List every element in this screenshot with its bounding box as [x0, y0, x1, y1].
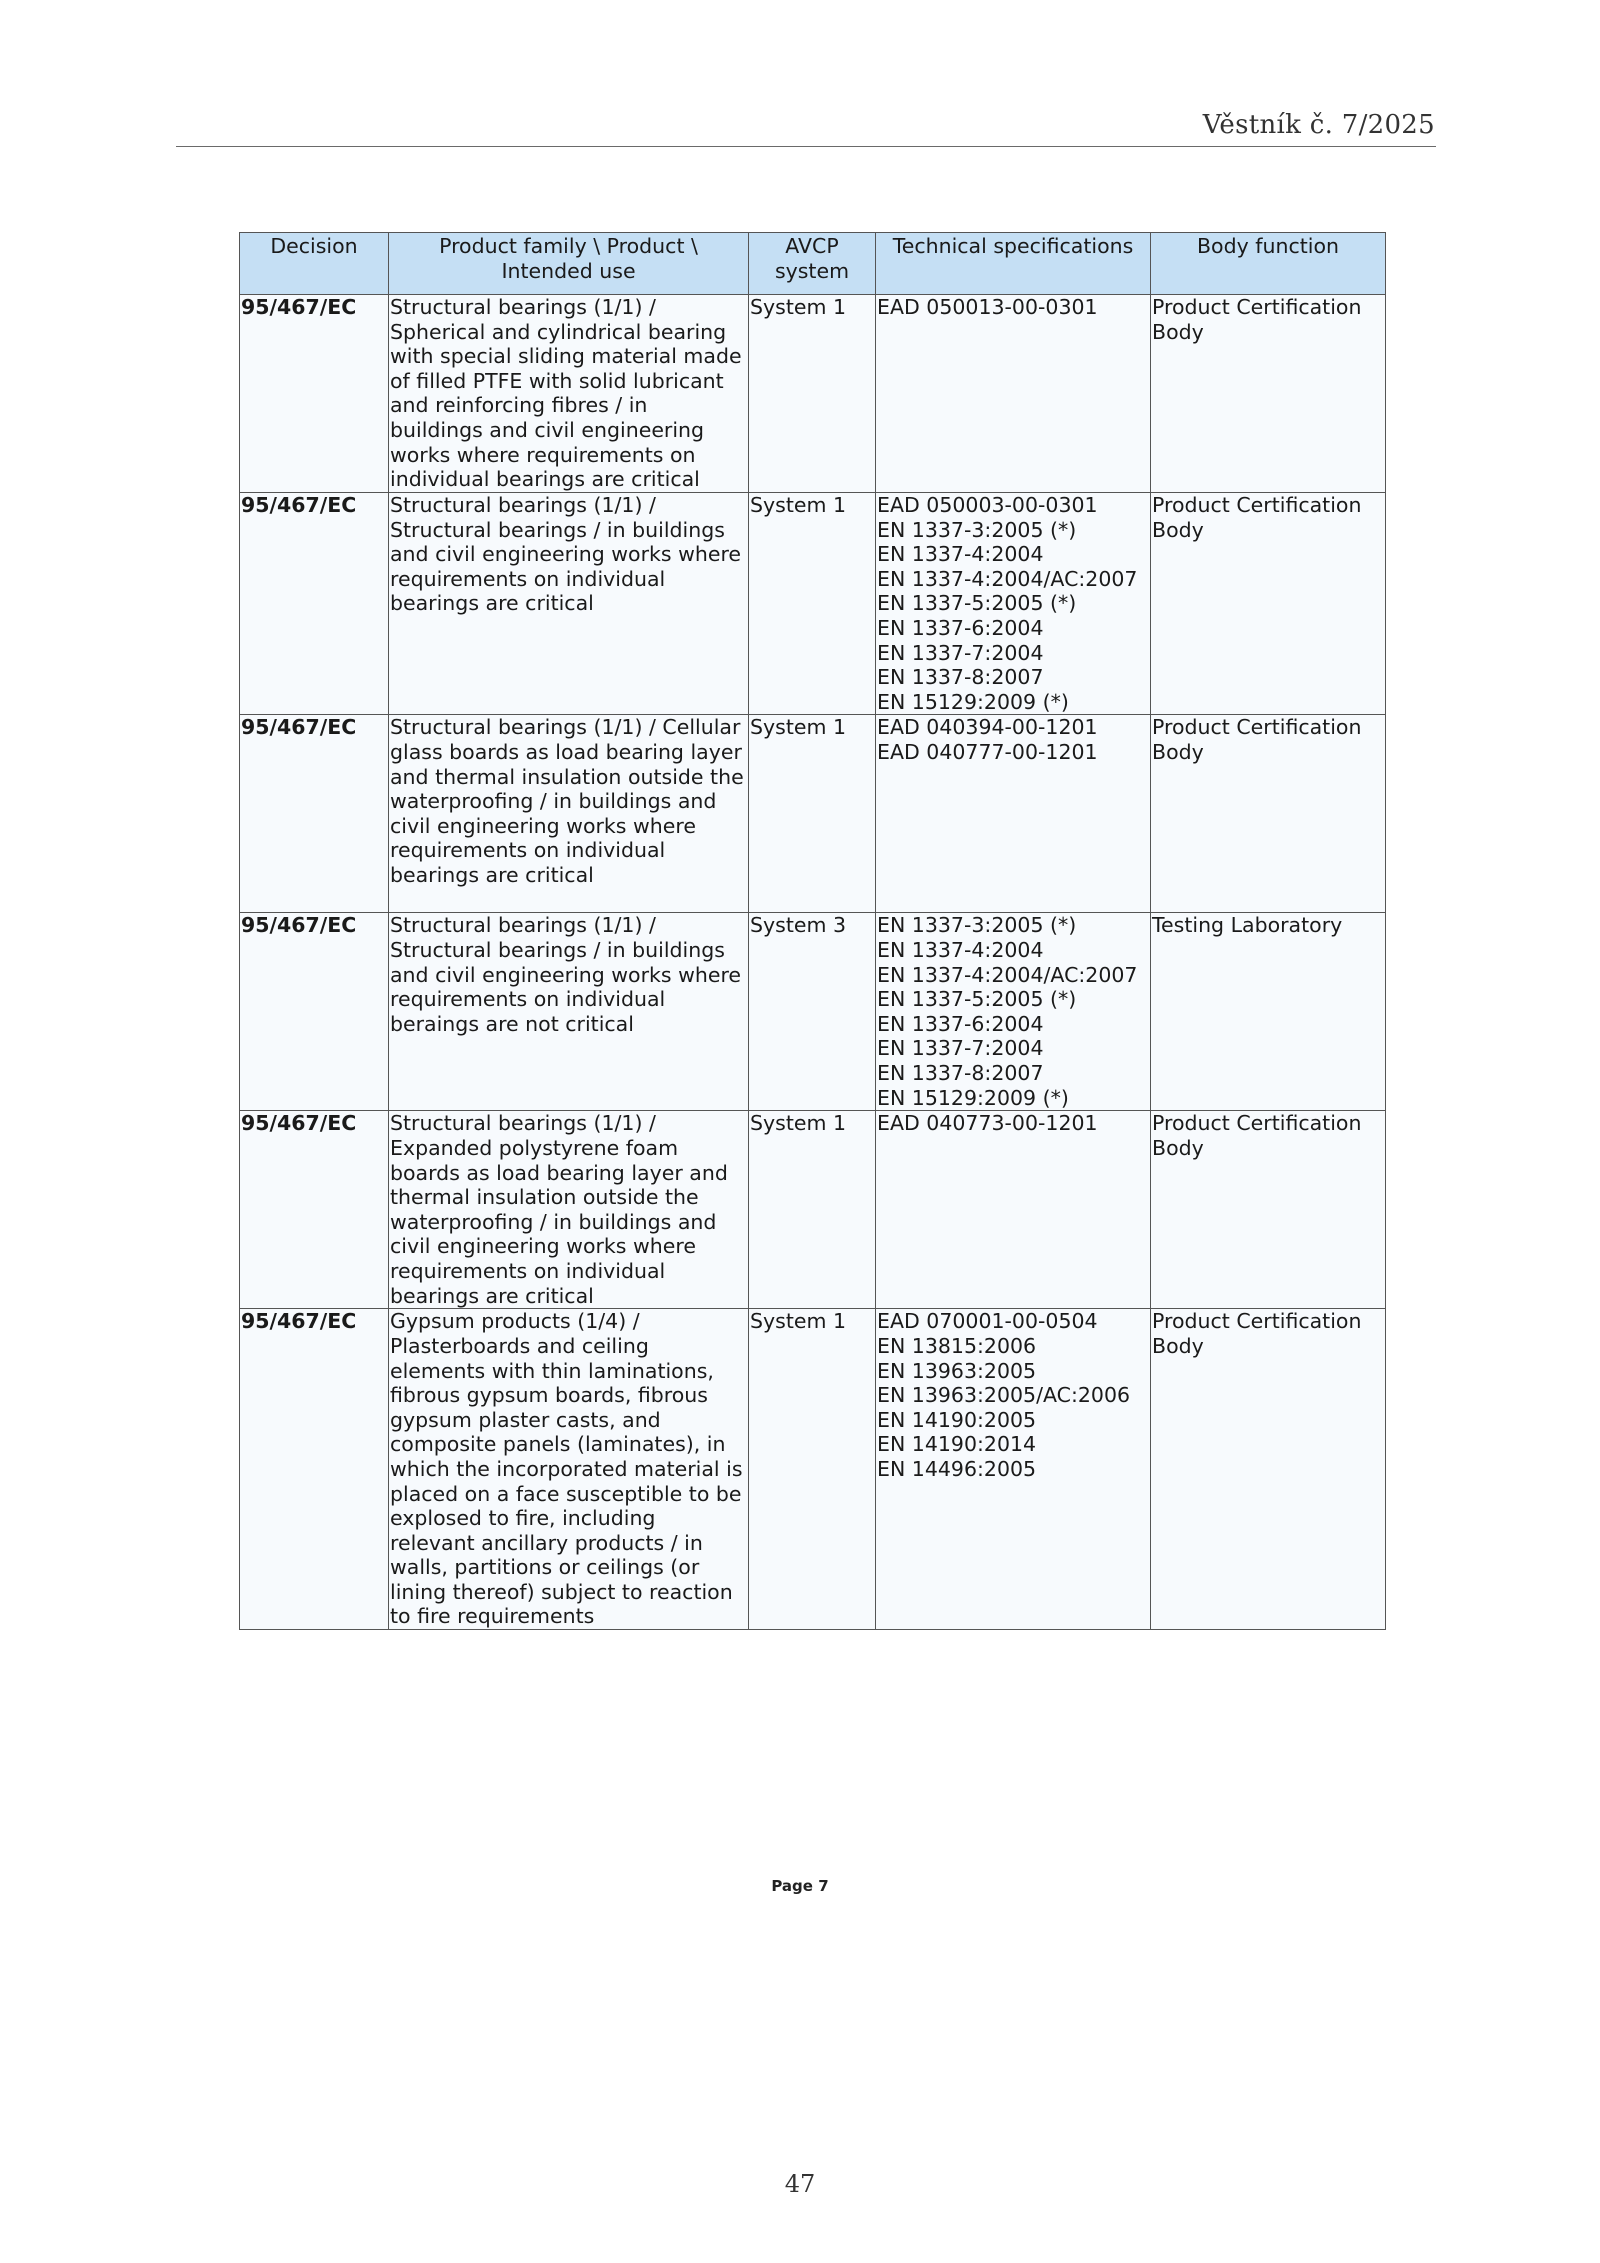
- body-function-cell: Product Certification Body: [1151, 1309, 1386, 1630]
- spec-item: EN 1337-7:2004: [877, 640, 1044, 665]
- spec-item: EN 1337-3:2005 (*): [877, 517, 1077, 542]
- product-cell: Structural bearings (1/1) / Expanded polystyrene foam boards as load bearing layer and thermal insulation outside the waterproofing / in buildings and civil engineering works where requirements on individual bearings are critical: [389, 1111, 749, 1309]
- body-function-cell: Product Certification Body: [1151, 493, 1386, 715]
- spec-item: EN 1337-5:2005 (*): [877, 987, 1077, 1012]
- table-row: [240, 913, 1386, 1111]
- specs-cell: [876, 493, 1151, 715]
- table-row: [240, 493, 1386, 715]
- avcp-cell: System 1: [749, 715, 876, 913]
- specs-cell: [876, 913, 1151, 1111]
- specs-cell: [876, 295, 1151, 493]
- spec-item: EN 14190:2014: [877, 1432, 1037, 1457]
- table-row: [240, 295, 1386, 493]
- column-header-product: Product family \ Product \ Intended use: [389, 233, 749, 295]
- body-function-cell: Testing Laboratory: [1151, 913, 1386, 1111]
- spec-item: EN 1337-8:2007: [877, 1060, 1044, 1085]
- spec-item: EN 1337-4:2004: [877, 937, 1044, 962]
- product-cell: Structural bearings (1/1) / Structural bearings / in buildings and civil engineering works where requirements on individual beraings are not critical: [389, 913, 749, 1111]
- spec-item: EN 1337-8:2007: [877, 665, 1044, 690]
- specs-cell: [876, 715, 1151, 913]
- spec-item: EN 1337-3:2005 (*): [877, 913, 1077, 938]
- spec-item: EN 13963:2005: [877, 1358, 1037, 1383]
- table-header-row: [240, 233, 1386, 295]
- decision-cell: 95/467/EC: [240, 1111, 389, 1309]
- decision-cell: 95/467/EC: [240, 493, 389, 715]
- body-function-cell: Product Certification Body: [1151, 295, 1386, 493]
- product-cell: Structural bearings (1/1) / Spherical and cylindrical bearing with special sliding material made of filled PTFE with solid lubricant and reinforcing fibres / in buildings and civil engineering works where requirements on individual bearings are critical: [389, 295, 749, 493]
- column-header-body: Body function: [1151, 233, 1386, 295]
- column-header-specs: Technical specifications: [876, 233, 1151, 295]
- spec-item: EN 13963:2005/AC:2006: [877, 1383, 1131, 1408]
- body-function-cell: Product Certification Body: [1151, 715, 1386, 913]
- decision-cell: 95/467/EC: [240, 715, 389, 913]
- spec-item: EN 13815:2006: [877, 1333, 1037, 1358]
- page-number: 47: [784, 2170, 816, 2198]
- decision-cell: 95/467/EC: [240, 913, 389, 1111]
- spec-item: EAD 050013-00-0301: [877, 295, 1098, 319]
- column-header-avcp: AVCP system: [749, 233, 876, 295]
- spec-item: EN 14190:2005: [877, 1407, 1037, 1432]
- body-function-cell: Product Certification Body: [1151, 1111, 1386, 1309]
- product-cell: Structural bearings (1/1) / Cellular glass boards as load bearing layer and thermal insulation outside the waterproofing / in buildings and civil engineering works where requirements on individual bearings are critical: [389, 715, 749, 913]
- table-row: [240, 1309, 1386, 1630]
- spec-item: EAD 040394-00-1201: [877, 715, 1098, 740]
- spec-item: EN 1337-4:2004/AC:2007: [877, 962, 1138, 987]
- spec-item: EAD 040777-00-1201: [877, 739, 1098, 764]
- spec-item: EAD 050003-00-0301: [877, 493, 1098, 517]
- specs-cell: [876, 1309, 1151, 1630]
- spec-item: EN 1337-5:2005 (*): [877, 591, 1077, 616]
- spec-item: EN 1337-4:2004/AC:2007: [877, 566, 1138, 591]
- table-row: [240, 1111, 1386, 1309]
- avcp-cell: System 1: [749, 1111, 876, 1309]
- spec-item: EAD 070001-00-0504: [877, 1309, 1098, 1334]
- decision-cell: 95/467/EC: [240, 295, 389, 493]
- spec-item: EN 1337-4:2004: [877, 542, 1044, 567]
- spec-item: EN 15129:2009 (*): [877, 689, 1069, 714]
- spec-item: EN 14496:2005: [877, 1456, 1037, 1481]
- avcp-cell: System 3: [749, 913, 876, 1111]
- header-divider: [176, 146, 1436, 147]
- avcp-cell: System 1: [749, 1309, 876, 1630]
- avcp-cell: System 1: [749, 295, 876, 493]
- product-cell: Gypsum products (1/4) / Plasterboards and ceiling elements with thin laminations, fibrous gypsum boards, fibrous gypsum plaster casts, and composite panels (laminates), in which the incorporated material is placed on a face susceptible to be explosed to fire, including relevant ancillary products / in walls, partitions or ceilings (or lining thereof) subject to reaction to fire requirements: [389, 1309, 749, 1630]
- spec-item: EN 1337-6:2004: [877, 615, 1044, 640]
- column-header-decision: Decision: [240, 233, 389, 295]
- journal-header: Věstník č. 7/2025: [1202, 110, 1435, 140]
- product-cell: Structural bearings (1/1) / Structural bearings / in buildings and civil engineering works where requirements on individual bearings are critical: [389, 493, 749, 715]
- decision-cell: 95/467/EC: [240, 1309, 389, 1630]
- spec-item: EN 1337-6:2004: [877, 1011, 1044, 1036]
- spec-item: EN 15129:2009 (*): [877, 1085, 1069, 1110]
- spec-item: EAD 040773-00-1201: [877, 1111, 1098, 1136]
- page-label: Page 7: [771, 1877, 829, 1895]
- specs-cell: [876, 1111, 1151, 1309]
- decisions-table: [239, 232, 1386, 1630]
- table-row: [240, 715, 1386, 913]
- table-body: [240, 295, 1386, 1630]
- avcp-cell: System 1: [749, 493, 876, 715]
- spec-item: EN 1337-7:2004: [877, 1036, 1044, 1061]
